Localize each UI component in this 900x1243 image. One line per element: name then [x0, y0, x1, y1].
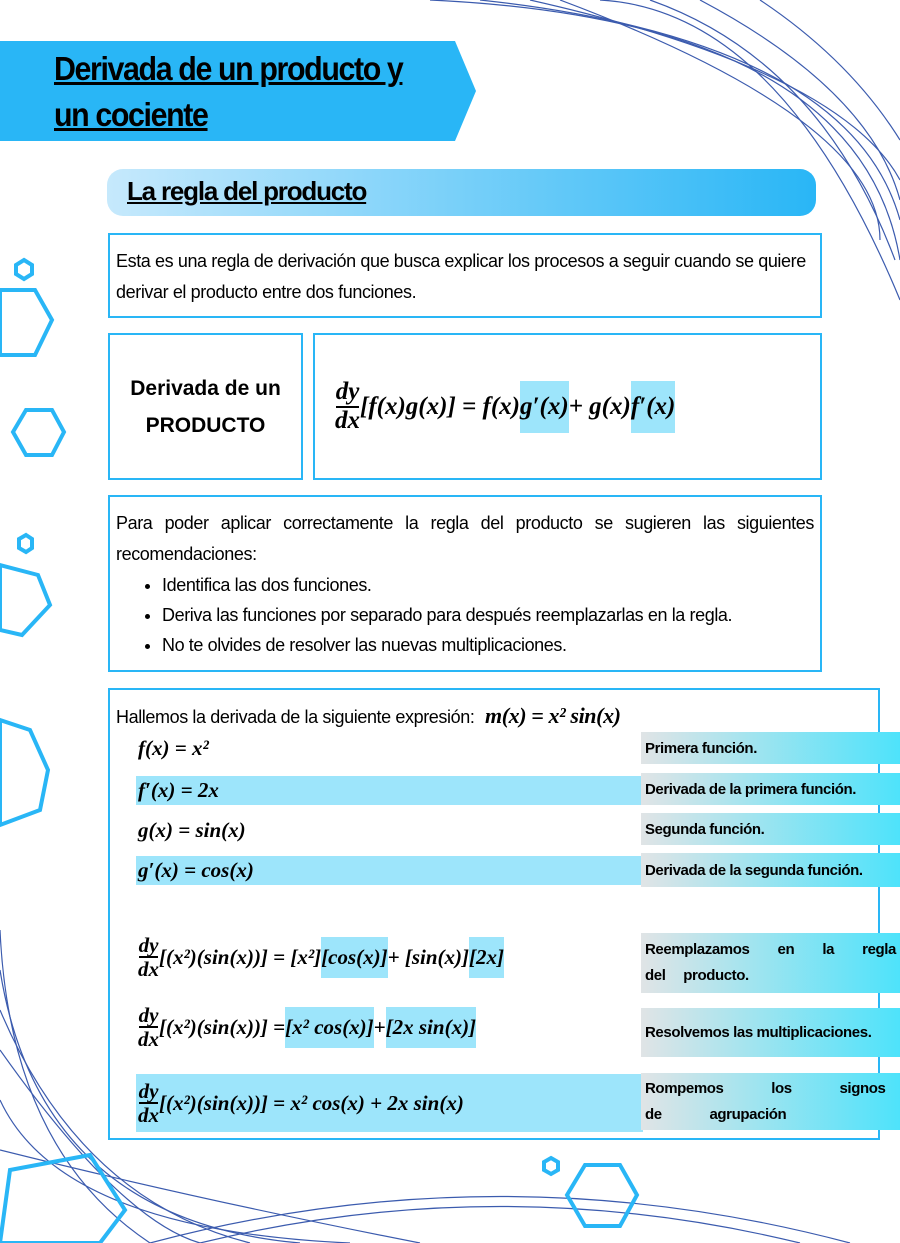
eq-part: [(x²)(sin(x))] = x² cos(x) + 2x sin(x) — [159, 1090, 464, 1115]
step-note: Derivada de la primera función. — [641, 773, 900, 805]
recommendations-list — [162, 570, 814, 660]
page-title: Derivada de un producto y un cociente — [54, 50, 403, 133]
step-note: Segunda función. — [641, 813, 900, 845]
derivation-step-3 — [136, 1074, 643, 1132]
prompt-text: Hallemos la derivada de la siguiente expresión: — [116, 707, 475, 727]
step-equation: g′(x) = cos(x) — [136, 856, 643, 885]
hexagon-icon — [0, 565, 50, 635]
frac-num: dy — [138, 1078, 159, 1103]
formula-highlight: f′(x) — [631, 381, 676, 433]
recommendations-box — [108, 495, 822, 672]
frac-num: dy — [138, 1003, 159, 1027]
step-equation: g(x) = sin(x) — [138, 818, 246, 842]
step-note: Reemplazamos en la regla del producto. — [641, 933, 900, 993]
list-item: • Deriva las funciones por separado para después reemplazarlas en la regla. — [162, 600, 814, 630]
formula-part: + g(x) — [568, 392, 631, 420]
derivation-step-2 — [138, 1004, 476, 1050]
frac-den: dx — [138, 957, 159, 982]
intro-text: Esta es una regla de derivación que busca explicar los procesos a seguir cuando se quiere derivar el producto entre dos funciones. — [116, 251, 806, 302]
list-item: • Identifica las dos funciones. — [162, 570, 814, 600]
rule-label: Derivada de un — [130, 376, 281, 400]
eq-highlight: [cos(x)] — [321, 937, 387, 978]
recommendations-intro: Para poder aplicar correctamente la regla del producto se sugieren las siguientes recomendaciones: — [116, 513, 814, 564]
list-item: • No te olvides de resolver las nuevas multiplicaciones. — [162, 630, 814, 660]
step-equation: f(x) = x² — [138, 736, 209, 760]
eq-part: + — [373, 1014, 386, 1039]
frac-den: dx — [335, 406, 360, 434]
section-header — [107, 169, 816, 216]
hexagon-icon — [19, 535, 32, 552]
step-equation: f′(x) = 2x — [136, 776, 643, 805]
formula-part: [f(x)g(x)] = f(x) — [360, 392, 520, 420]
frac-den: dx — [138, 1027, 159, 1052]
frac-num: dy — [336, 379, 360, 407]
eq-part: [(x²)(sin(x))] = [x²] — [159, 944, 322, 969]
example-prompt — [116, 700, 621, 733]
example-expression: m(x) = x² sin(x) — [485, 703, 621, 728]
hexagon-icon — [0, 1155, 125, 1243]
derivation-step-1 — [138, 934, 504, 980]
step-note: Primera función. — [641, 732, 900, 764]
hexagon-icon — [0, 720, 48, 825]
eq-part: [(x²)(sin(x))] = — [159, 1014, 286, 1039]
hexagon-icon — [0, 290, 52, 355]
eq-highlight: [2x sin(x)] — [386, 1007, 476, 1048]
frac-den: dx — [138, 1103, 159, 1127]
frac-num: dy — [138, 933, 159, 957]
hexagon-icon — [16, 260, 32, 279]
step-note: Derivada de la segunda función. — [641, 853, 900, 887]
rule-label-sub: PRODUCTO — [145, 413, 266, 437]
hexagon-icon — [544, 1158, 558, 1174]
hexagon-icon — [13, 410, 64, 455]
eq-highlight: [x² cos(x)] — [285, 1007, 374, 1048]
intro-box — [108, 233, 822, 318]
step-note: Resolvemos las multiplicaciones. — [641, 1008, 900, 1057]
eq-part: + [sin(x)] — [387, 944, 470, 969]
hexagon-icon — [567, 1165, 637, 1226]
section-title: La regla del producto — [127, 176, 367, 206]
rule-label-box — [108, 333, 303, 480]
derivative-fraction — [335, 379, 360, 434]
step-note: Rompemos los signos de agrupación — [641, 1073, 900, 1130]
eq-highlight: [2x] — [469, 937, 504, 978]
product-rule-formula — [313, 333, 822, 480]
formula-highlight: g′(x) — [520, 381, 569, 433]
